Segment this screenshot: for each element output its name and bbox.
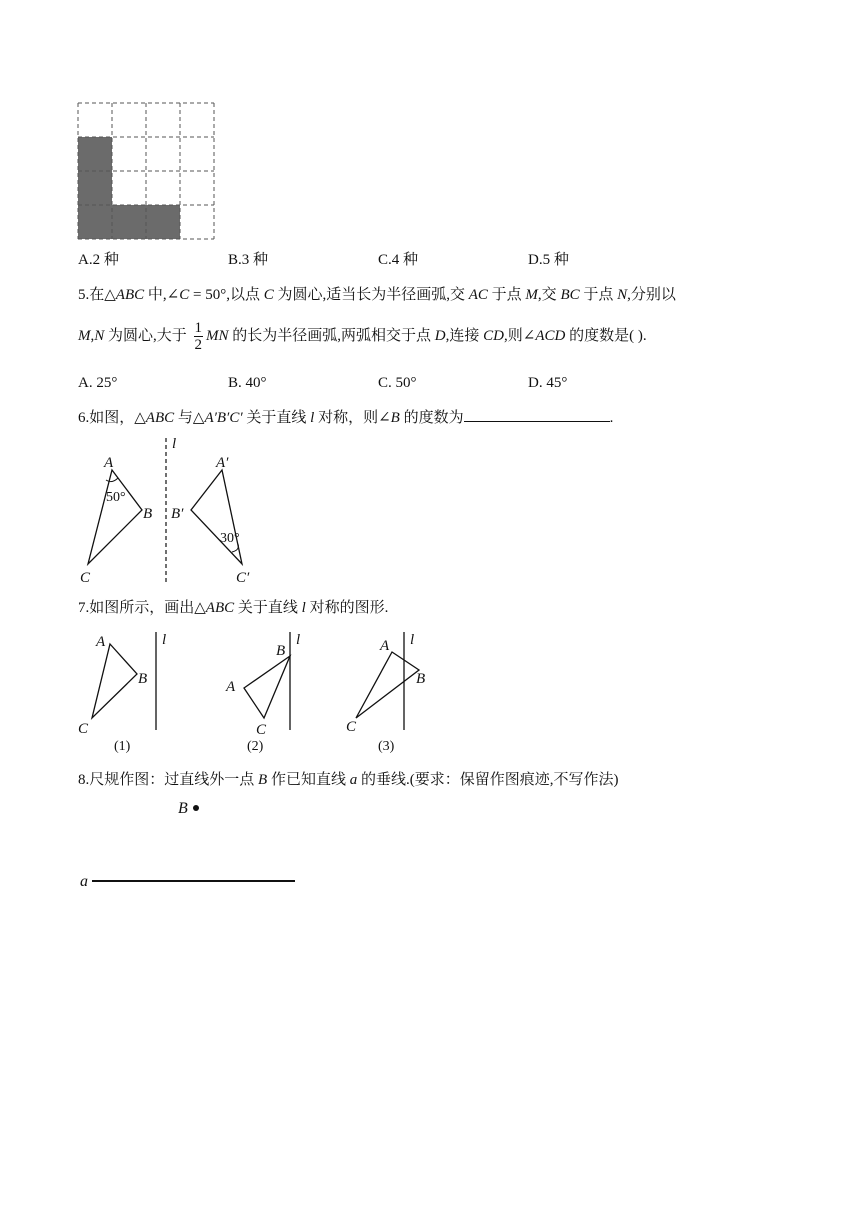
q7-text: 7.如图所示，画出△ABC 关于直线 l 对称的图形.	[78, 600, 389, 616]
q8-figure	[76, 795, 306, 895]
svg-text:a: a	[80, 873, 88, 890]
q5-option-c: C. 50°	[378, 375, 417, 391]
svg-text:B′: B′	[171, 506, 184, 522]
svg-text:C: C	[78, 721, 89, 737]
q7-figure-3	[340, 630, 460, 760]
svg-text:C: C	[346, 719, 357, 735]
svg-text:C: C	[80, 570, 91, 586]
q4-option-a: A.2 种	[78, 252, 119, 268]
shaded-cell	[78, 205, 112, 239]
svg-text:A: A	[104, 455, 114, 471]
q8-text: 8.尺规作图：过直线外一点 B 作已知直线 a 的垂线.(要求：保留作图痕迹,不写作法)	[78, 772, 619, 788]
point-b	[193, 805, 199, 811]
q4-option-d: D.5 种	[528, 252, 569, 268]
svg-text:50°: 50°	[106, 490, 126, 505]
svg-text:(3): (3)	[378, 739, 395, 754]
q5-line1: 5.在△ABC 中,∠C = 50°,以点 C 为圆心,适当长为半径画弧,交 AC 于点 M,交 BC 于点 N,分别以	[78, 287, 676, 303]
svg-text:B: B	[143, 506, 153, 522]
shaded-cell	[78, 171, 112, 205]
shaded-cell	[112, 205, 146, 239]
svg-text:(1): (1)	[114, 739, 131, 754]
svg-text:(2): (2)	[247, 739, 264, 754]
shaded-cell	[78, 137, 112, 171]
answer-blank[interactable]	[464, 407, 610, 422]
svg-text:A′: A′	[216, 455, 229, 471]
q7-figure-1	[72, 630, 182, 760]
q6-figure	[70, 430, 270, 590]
svg-text:A: A	[226, 679, 236, 695]
q4-option-c: C.4 种	[378, 252, 419, 268]
svg-text:B: B	[276, 643, 286, 659]
grid-figure	[78, 103, 214, 239]
svg-text:B: B	[416, 671, 426, 687]
q6-text: 6.如图，△ABC 与△A′B′C′ 关于直线 l 对称，则∠B 的度数为 .	[78, 407, 613, 428]
svg-text:30°: 30°	[220, 531, 240, 546]
q5-option-a: A. 25°	[78, 375, 118, 391]
q7-figure-2	[220, 630, 340, 760]
shaded-cell	[146, 205, 180, 239]
svg-text:l: l	[172, 436, 177, 452]
svg-text:C: C	[256, 722, 267, 738]
svg-text:l: l	[296, 632, 301, 648]
svg-text:l: l	[162, 632, 167, 648]
svg-text:A: A	[96, 634, 106, 650]
q5-option-d: D. 45°	[528, 375, 568, 391]
q5-line2: M,N 为圆心,大于 $\frac{1}{2}$ MN 的长为半径画弧,两弧相交于点 D,连接 CD,则∠ACD 的度数是( ).	[78, 320, 647, 353]
svg-text:B: B	[178, 800, 188, 817]
q4-option-b: B.3 种	[228, 252, 269, 268]
q5-option-b: B. 40°	[228, 375, 267, 391]
svg-text:C′: C′	[236, 570, 250, 586]
fraction-one-half: $\frac{1}{2}$	[194, 320, 203, 353]
svg-text:l: l	[410, 632, 415, 648]
svg-text:A: A	[380, 638, 390, 654]
svg-text:B: B	[138, 671, 148, 687]
